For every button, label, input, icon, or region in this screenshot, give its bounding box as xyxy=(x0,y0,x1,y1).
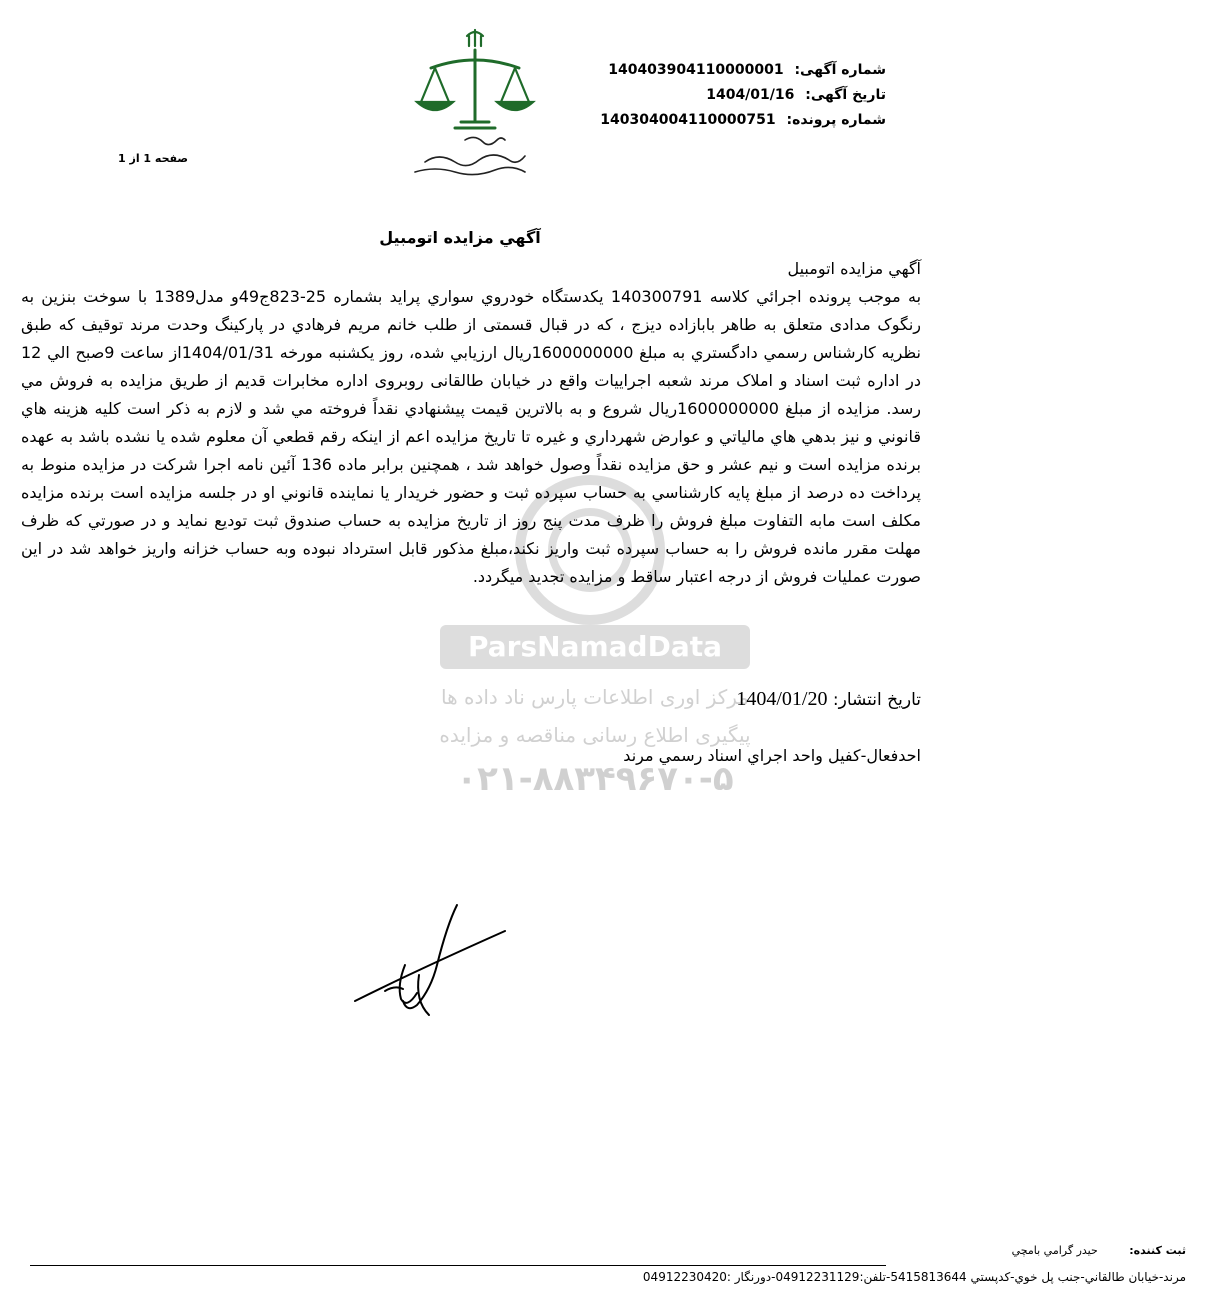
case-number-row xyxy=(600,108,886,133)
ad-number-label: شماره آگهی: xyxy=(794,62,886,78)
document-title: آگهي مزايده اتومبيل xyxy=(379,228,541,247)
publication-date-row xyxy=(736,688,921,711)
footer-address: مرند-خيابان طالقاني-جنب پل خوي-كدپستي 5415813644-تلفن:04912231129-دورنگار :04912230420 xyxy=(642,1270,1186,1284)
registrar-row xyxy=(1012,1244,1186,1257)
watermark-phone: ۰۲۱-۸۸۳۴۹۶۷۰-۵ xyxy=(456,759,734,799)
ad-date-value: 1404/01/16 xyxy=(706,87,795,103)
ad-number-row xyxy=(600,58,886,83)
page-count: صفحه 1 از 1 xyxy=(118,152,189,165)
signer-line: احدفعال-كفيل واحد اجراي اسناد رسمي مرند xyxy=(623,746,921,765)
judiciary-emblem-logo xyxy=(395,22,555,182)
ad-number-value: 140403904110000001 xyxy=(608,62,784,78)
notice-body xyxy=(21,255,921,591)
watermark-brand: ParsNamadData xyxy=(468,630,722,663)
ad-meta-block xyxy=(600,58,886,133)
watermark-line-1: مرکز اوری اطلاعات پارس ناد داده ها xyxy=(440,685,750,709)
registrar-label: ثبت كننده: xyxy=(1129,1244,1186,1257)
case-number-label: شماره پرونده: xyxy=(786,112,886,128)
case-number-value: 140304004110000751 xyxy=(600,112,776,128)
notice-intro: آگهي مزايده اتومبيل xyxy=(787,259,921,278)
registrar-name: حيدر گرامي بامچي xyxy=(1011,1244,1098,1257)
publication-date-label: تاريخ انتشار: xyxy=(832,690,921,710)
watermark-line-2: پیگیری اطلاع رسانی مناقصه و مزایده xyxy=(439,723,751,747)
ad-date-row xyxy=(600,83,886,108)
publication-date-value: 1404/01/20 xyxy=(736,688,828,710)
ad-date-label: تاریخ آگهی: xyxy=(805,87,886,103)
footer-divider xyxy=(30,1265,886,1266)
handwritten-signature xyxy=(345,895,525,1035)
notice-paragraph: به موجب پرونده اجرائي كلاسه 140300791 يكدستگاه خودروي سواري پرايد بشماره 25-823ج49و مدل1389 با سوخت بنزين به رنگوک مدادی متعلق به طاهر بابازاده ديزج ، که در قبال قسمتی از طلب خانم مريم فرهادي در پاركينگ وحدت مرند توقيف كه طبق نظريه كارشناس رسمي دادگستري به مبلغ 1600000000ريال ارزيابي شده، روز يكشنبه مورخه 1404/01/31از ساعت 9صبح الي 12 در اداره ثبت اسناد و املاک مرند شعبه اجراييات واقع در خيابان طالقانی روبروی اداره مخابرات قديم از طريق مزايده به فروش مي رسد. مزايده از مبلغ 1600000000ريال شروع و به بالاترين قيمت پيشنهادي نقداً فروخته مي شد و لازم به ذكر است كليه هزينه هاي قانوني و نيز بدهي هاي مالياتي و عوارض شهرداري و غيره تا تاريخ مزايده اعم از اينكه رقم قطعي آن معلوم شده يا نشده باشد به عهده برنده مزايده است و نيم عشر و حق مزايده نقداً وصول خواهد شد ، همچنين برابر ماده 136 آئين نامه اجرا شركت در مزايده منوط به پرداخت ده درصد از مبلغ پايه كارشناسي به حساب سپرده ثبت و حضور خريدار يا نماينده قانوني او در جلسه مزايده است برنده مزايده مكلف است مابه التفاوت مبلغ فروش را ظرف مدت پنج روز از تاريخ مزايده به حساب صندوق ثبت توديع نمايد و در صورتي كه ظرف مهلت مقرر مانده فروش را به حساب سپرده ثبت واريز نكند،مبلغ مذكور قابل استرداد نبوده وبه حساب خزانه واريز خواهد شد در اين صورت عمليات فروش از درجه اعتبار ساقط و مزايده تجديد ميگردد. xyxy=(21,287,922,586)
